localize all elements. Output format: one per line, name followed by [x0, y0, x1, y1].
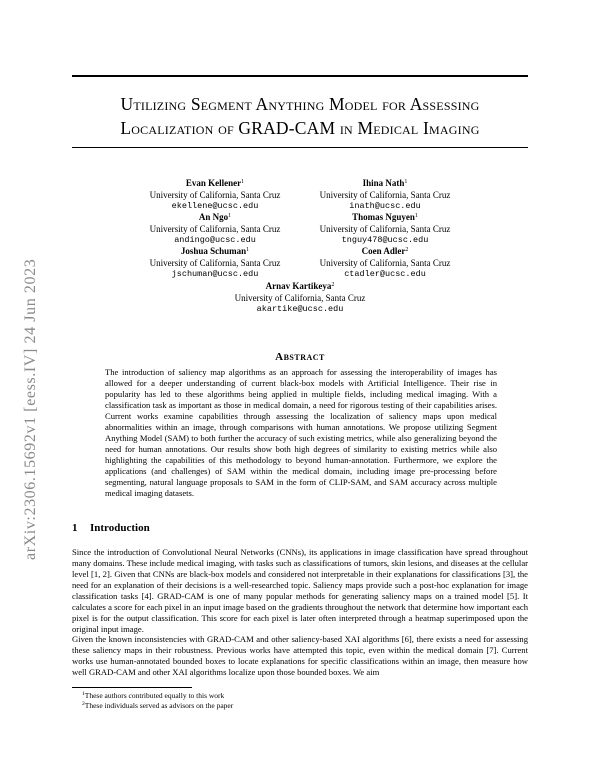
- author-email: ctadler@ucsc.edu: [344, 269, 426, 279]
- section-number: 1: [72, 522, 78, 534]
- author-email: andingo@ucsc.edu: [174, 235, 256, 245]
- author-note-mark: 1: [404, 179, 408, 185]
- author-block: [300, 211, 470, 247]
- footnote-text: These authors contributed equally to this work: [84, 691, 225, 700]
- author-affiliation: University of California, Santa Cruz: [234, 292, 366, 303]
- author-email: akartike@ucsc.edu: [256, 304, 344, 314]
- author-name: Joshua Schuman: [180, 246, 247, 256]
- author-email: inath@ucsc.edu: [349, 201, 421, 211]
- author-block: [300, 177, 470, 213]
- author-note-mark: 1: [228, 213, 232, 219]
- title-line-2: Localization of GRAD-CAM in Medical Imaging: [120, 118, 480, 138]
- author-name: Arnav Kartikeya: [265, 281, 332, 291]
- author-email: tnguy478@ucsc.edu: [341, 235, 429, 245]
- author-name: Evan Kellener: [185, 178, 242, 188]
- section-heading: [72, 522, 150, 534]
- author-name: Coen Adler: [361, 246, 406, 256]
- author-email: ekellene@ucsc.edu: [171, 201, 259, 211]
- author-name: An Ngo: [198, 212, 229, 222]
- footnote-rule: [72, 687, 192, 688]
- footnote: [72, 699, 233, 711]
- paper-title: [60, 92, 540, 140]
- author-affiliation: University of California, Santa Cruz: [319, 223, 451, 234]
- footnote-text: These individuals served as advisors on the paper: [84, 701, 234, 710]
- author-affiliation: University of California, Santa Cruz: [149, 223, 281, 234]
- author-note-mark: 1: [414, 213, 418, 219]
- author-affiliation: University of California, Santa Cruz: [319, 189, 451, 200]
- author-block: [130, 211, 300, 247]
- author-note-mark: 1: [246, 247, 250, 253]
- title-top-rule: [72, 75, 528, 77]
- title-bottom-rule: [72, 147, 528, 148]
- abstract-heading: Abstract: [275, 351, 325, 363]
- section-title: Introduction: [90, 522, 150, 534]
- title-line-1: Utilizing Segment Anything Model for Assessing: [120, 94, 480, 114]
- abstract-text: The introduction of saliency map algorithms as an approach for assessing the interoperability of images has allowed for a deeper understanding of current black-box models with Artificial Intelligence. Their rise in popularity has led to these algorithms being applied in multiple fields, including medical imaging. With a classification task as important as those in medical domain, a need for rigorous testing of their capabilities arises. Current works examine capabilities through assessing the localization of saliency maps upon medical abnormalities within an image, through comparisons with human annotations. We propose utilizing Segment Anything Model (SAM) to both further the accuracy of such existing metrics, while also generalizing beyond the need for human annotations. Our results show both high degrees of similarity to existing metrics while also highlighting the capabilities of this methodology to beyond human-annotation. Furthermore, we explore the applications (and challenges) of SAM within the medical domain, including image pre-processing before segmenting, natural language proposals to SAM in the form of CLIP-SAM, and SAM accuracy across multiple medical imaging datasets.: [105, 367, 497, 498]
- author-name: Thomas Nguyen: [352, 212, 415, 222]
- author-affiliation: University of California, Santa Cruz: [149, 189, 281, 200]
- author-email: jschuman@ucsc.edu: [171, 269, 259, 279]
- author-block: [300, 245, 470, 281]
- arxiv-identifier: arXiv:2306.15692v1 [eess.IV] 24 Jun 2023: [22, 258, 39, 560]
- author-affiliation: University of California, Santa Cruz: [319, 257, 451, 268]
- author-block: [130, 245, 300, 281]
- author-note-mark: 1: [241, 179, 245, 185]
- author-name: Ihina Nath: [362, 178, 405, 188]
- author-block: [200, 280, 400, 316]
- author-note-mark: 2: [405, 247, 409, 253]
- body-paragraph: Given the known inconsistencies with GRAD-CAM and other saliency-based XAI algorithms [6], there exists a need for assessing these saliency maps in their robustness. Previous works have attempted this topic, even within the medical domain [7]. Current works use human-annotated bounded boxes to locate explanations for specific classifications within an image, then measure how well GRAD-CAM and other XAI algorithms localize upon those bounded boxes. We aim: [72, 634, 528, 677]
- author-note-mark: 2: [331, 282, 335, 288]
- author-affiliation: University of California, Santa Cruz: [149, 257, 281, 268]
- footnote-mark: 2: [82, 701, 85, 707]
- author-block: [130, 177, 300, 213]
- body-paragraph: Since the introduction of Convolutional Neural Networks (CNNs), its applications in image classification have spread throughout many domains. These include medical imaging, with tasks such as classifications of tumors, skin lesions, and diseases at the cellular level [1, 2]. Given that CNNs are black-box models and considered not interpretable in their explanations for classifications [3], the need for an explanation of their decisions is a well-researched topic. Saliency maps provide such a post-hoc explanation for image classification tasks [4]. GRAD-CAM is one of many popular methods for generating saliency maps on a trained model [5]. It calculates a score for each pixel in an input image based on the gradients throughout the network that determine how important each pixel is for the output classification. This score for each pixel is later often interpreted through a heatmap superimposed upon the original input image.: [72, 547, 528, 634]
- footnote-mark: 1: [82, 691, 85, 697]
